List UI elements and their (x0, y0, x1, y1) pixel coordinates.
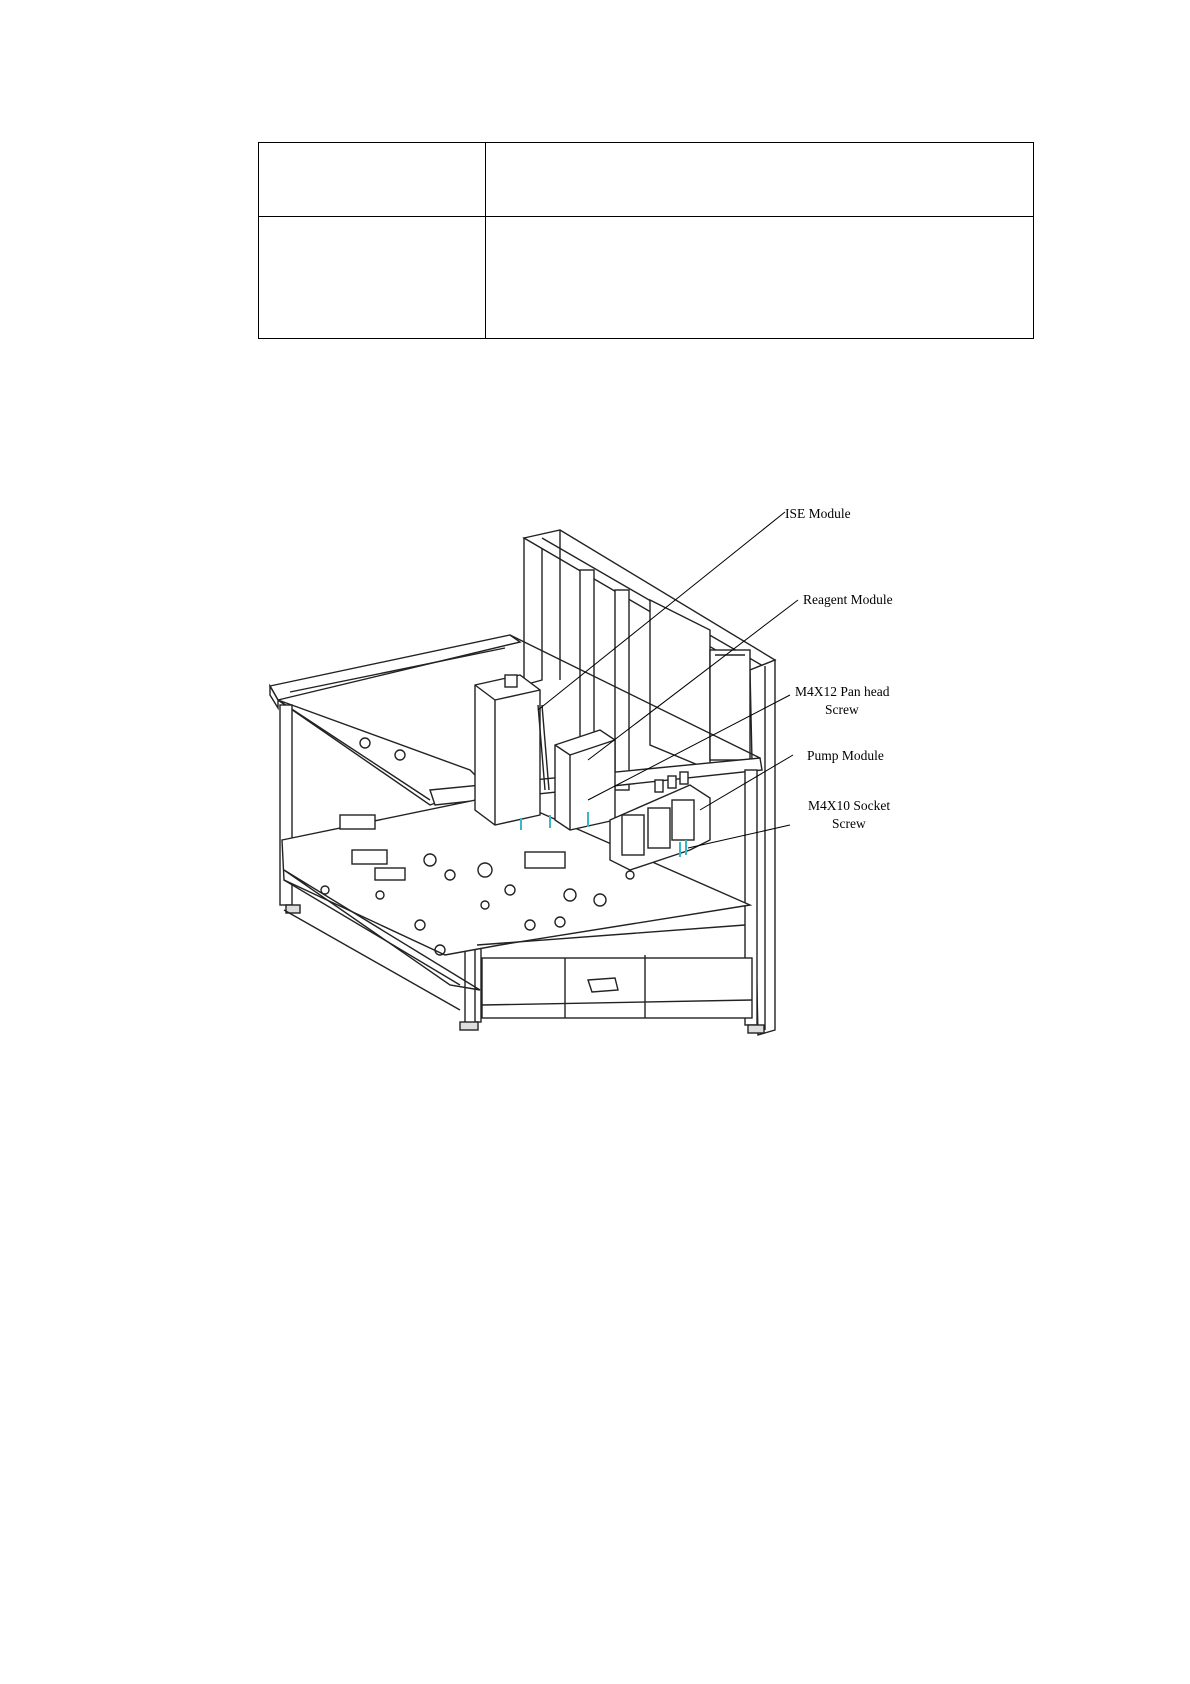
table-cell-label (259, 217, 486, 339)
assembly-drawing (270, 506, 970, 1130)
frame-drawing (270, 530, 775, 1035)
callout-socket-screw-line1: M4X10 Socket (808, 798, 891, 813)
callout-pan-head-screw-line2: Screw (825, 702, 859, 717)
assembly-drawing-svg (270, 506, 970, 1130)
table-cell-content (486, 143, 1034, 217)
table-cell-label (259, 143, 486, 217)
callout-ise-module: ISE Module (785, 506, 851, 521)
spec-table (258, 142, 1034, 339)
callout-pan-head-screw-line1: M4X12 Pan head (795, 684, 890, 699)
callout-socket-screw-line2: Screw (832, 816, 866, 831)
callout-pump-module: Pump Module (807, 748, 884, 763)
table-row (259, 217, 1034, 339)
table-row (259, 143, 1034, 217)
table-cell-content (486, 217, 1034, 339)
callout-reagent-module: Reagent Module (803, 592, 893, 607)
